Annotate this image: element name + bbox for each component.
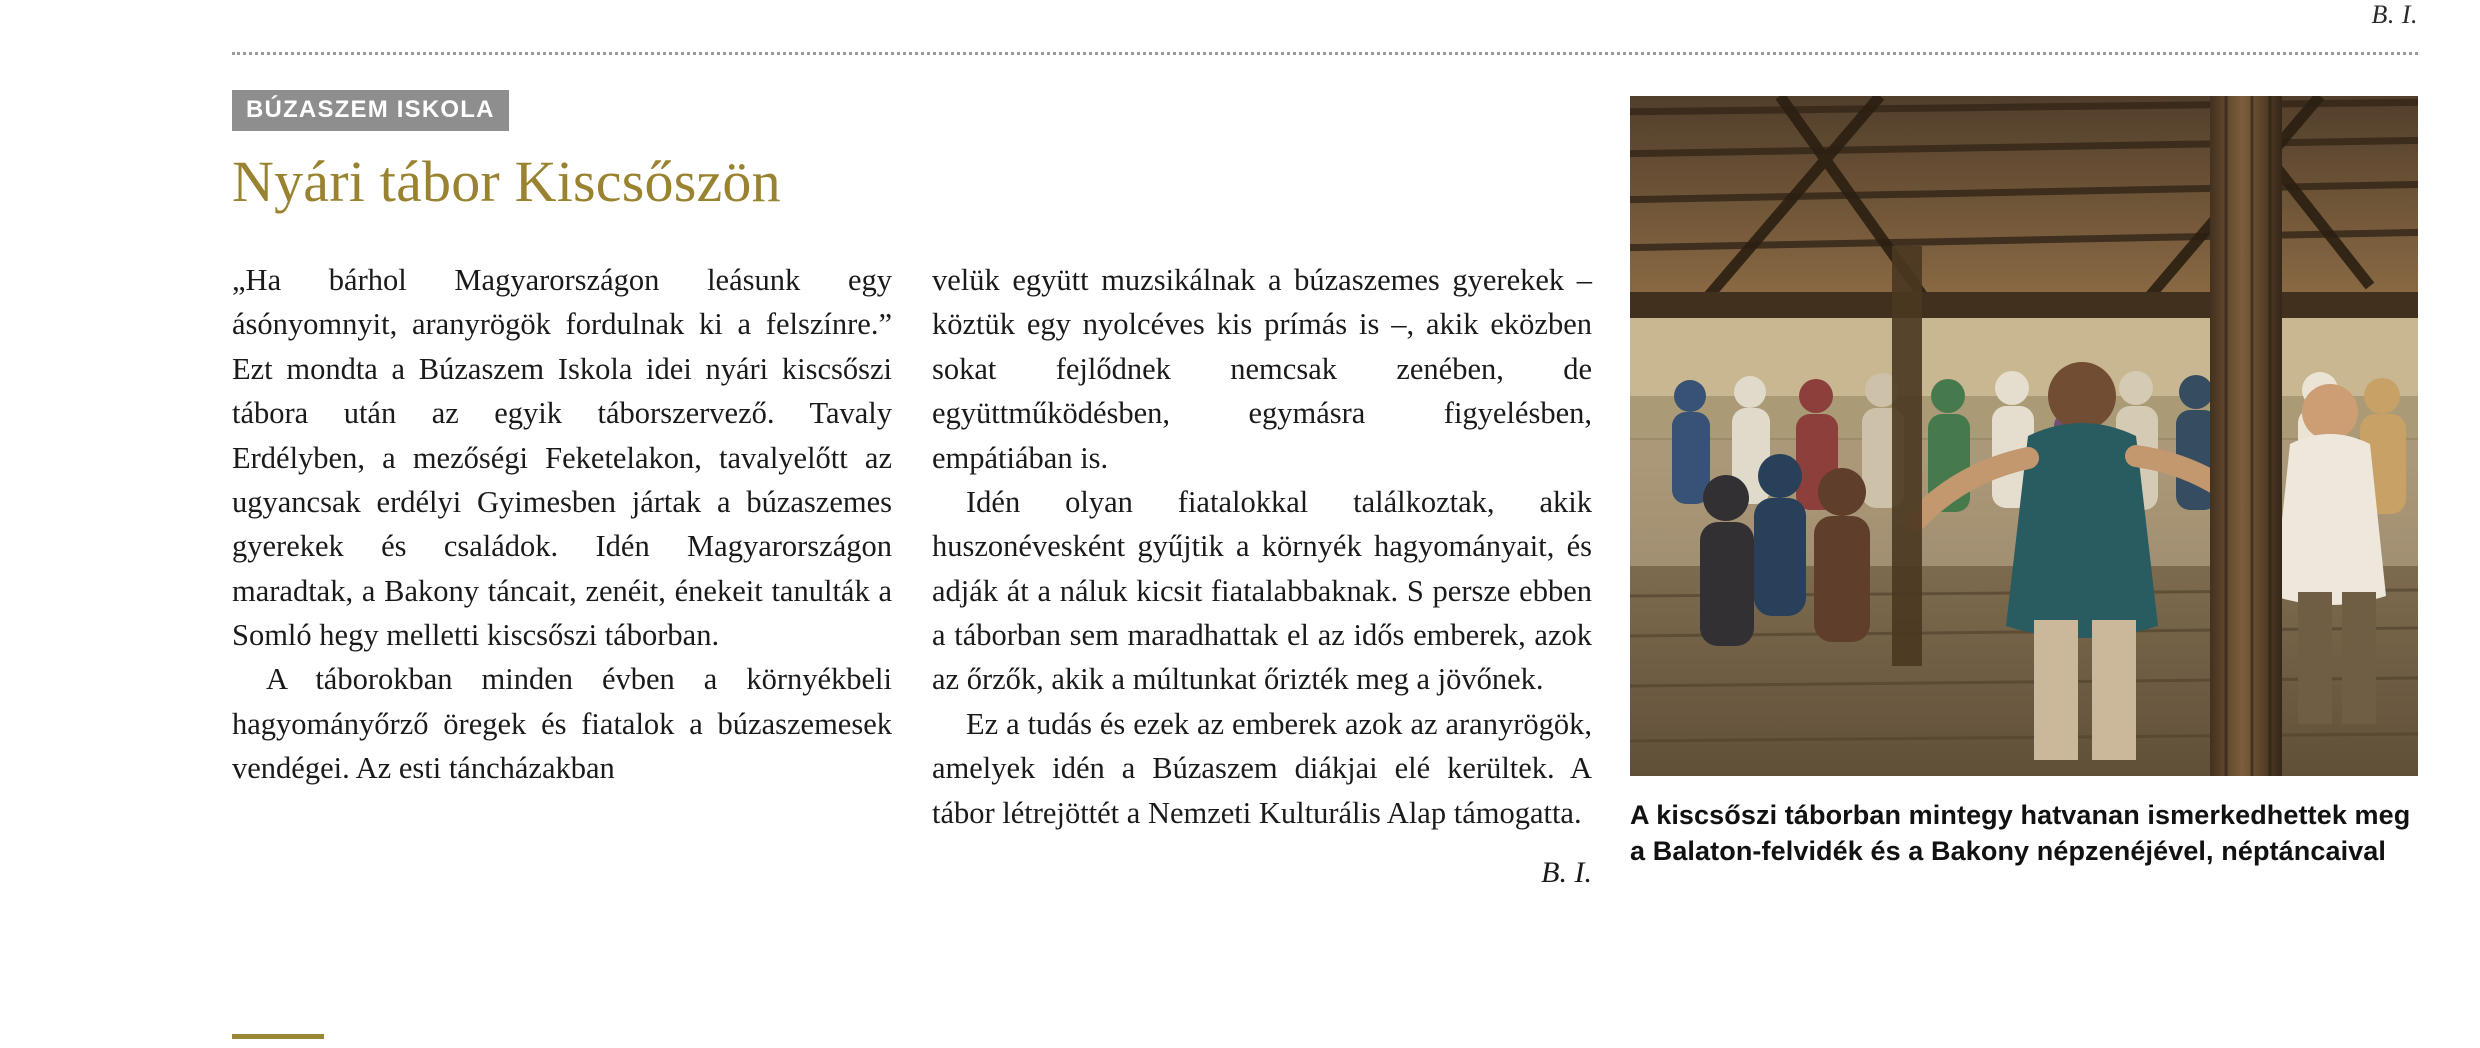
section-kicker: BÚZASZEM ISKOLA [232,90,509,131]
paragraph: Idén olyan fiatalokkal találkoztak, akik huszonévesként gyűjtik a környék hagyományait, és adják át a náluk kicsit fiatalabbaknak. S persze ebben a táborban sem maradhattak el az idős emberek, azok az őrzők, akik a múltunkat őrizték meg a jövőnek. [932,484,1592,697]
photo-illustration [1630,96,2418,776]
bottom-gold-rule [232,1034,324,1039]
top-dotted-rule [232,52,2418,55]
article-column-2 [932,258,1592,895]
paragraph: velük együtt muzsikálnak a búzaszemes gyerekek – köztük egy nyolcéves kis prímás is –, akik eközben sokat fejlődnek nemcsak zenében, de együttműködésben, egymásra figyelésben, empátiában is. [932,263,1592,475]
photo-block [1630,96,2418,869]
article-column-1 [232,258,892,791]
paragraph: A táborokban minden évben a környékbeli hagyományőrző öregek és fiatalok a búzaszemesek vendégei. Az esti táncházakban [232,662,892,786]
page-title: Nyári tábor Kiscsőszön [232,149,781,214]
article-photo [1630,96,2418,776]
paragraph: „Ha bárhol Magyarországon leásunk egy ásónyomnyit, aranyrögök fordulnak ki a felszínre.” Ezt mondta a Búzaszem Iskola idei nyári kiscsőszi tábora után az egyik táborszervező. Tavaly Erdélyben, a mezőségi Feketelakon, tavalyelőtt az ugyancsak erdélyi Gyimesben jártak a búzaszemes gyerekek és családok. Idén Magyarországon maradtak, a Bakony táncait, zenéit, énekeit tanulták a Somló hegy melletti kiscsőszi táborban. [232,263,892,652]
article-signature: B. I. [1541,855,1592,889]
photo-caption: A kiscsőszi táborban mintegy hatvanan ismerkedhettek meg a Balaton-felvidék és a Bakony népzenéjével, néptáncaival [1630,800,2411,866]
top-byline: B. I. [2371,0,2418,29]
paragraph: Ez a tudás és ezek az emberek azok az aranyrögök, amelyek idén a Búzaszem diákjai elé kerültek. A tábor létrejöttét a Nemzeti Kulturális Alap támogatta. [932,706,1592,830]
